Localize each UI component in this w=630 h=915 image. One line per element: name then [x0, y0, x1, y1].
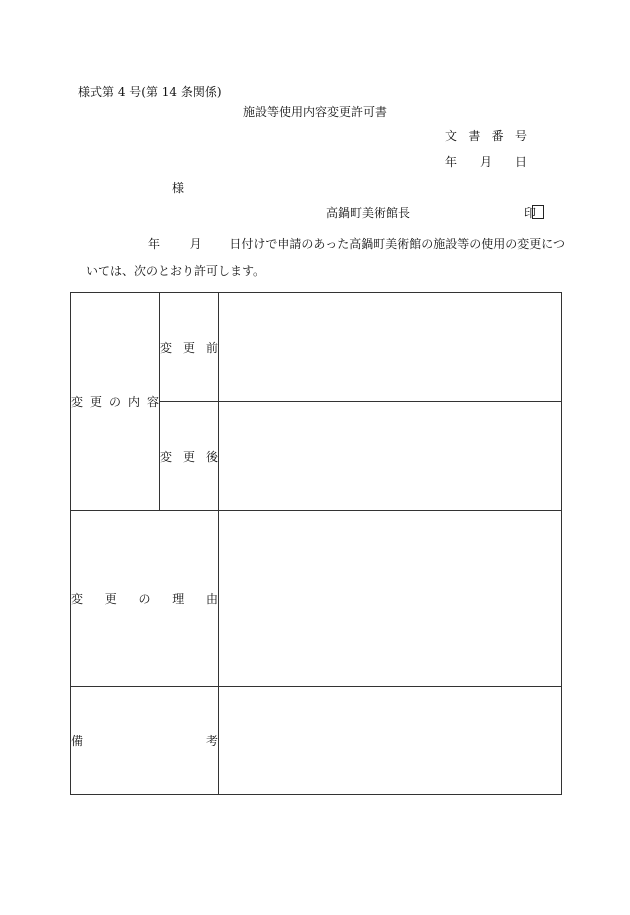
after-content-field[interactable] — [219, 402, 562, 511]
label-char: 変 — [160, 340, 173, 355]
label-char: の — [108, 395, 121, 409]
doc-number-char: 番 — [491, 129, 504, 143]
issuer-name: 高鍋町美術館長 — [326, 206, 411, 220]
doc-number-char: 書 — [468, 129, 481, 143]
change-content-label-cell — [71, 293, 160, 511]
label-char: 備 — [71, 734, 84, 748]
doc-number-char: 文 — [445, 129, 458, 143]
table-row-remarks — [71, 687, 562, 795]
remarks-label-cell — [71, 687, 219, 795]
label-char: 変 — [71, 395, 84, 409]
body-year: 年 — [148, 237, 161, 251]
label-char: 後 — [205, 449, 218, 464]
label-char: 由 — [205, 592, 218, 606]
document-title: 施設等使用内容変更許可書 — [243, 105, 388, 119]
label-char: 更 — [104, 592, 117, 606]
date-day: 日 — [514, 155, 527, 169]
table-row-reason — [71, 511, 562, 687]
permit-table — [70, 292, 562, 795]
document-number-label — [445, 130, 527, 142]
addressee-honorific: 様 — [172, 181, 185, 195]
reason-content-field[interactable] — [219, 511, 562, 687]
label-char: 変 — [160, 449, 173, 464]
body-line-1-text: 日付けで申請のあった高鍋町美術館の施設等の使用の変更につ — [229, 237, 565, 251]
after-label — [160, 448, 218, 465]
label-char: 容 — [146, 395, 159, 409]
change-content-label — [71, 393, 159, 410]
label-char: 前 — [205, 340, 218, 355]
label-char: 更 — [89, 395, 102, 409]
remarks-content-field[interactable] — [219, 687, 562, 795]
label-char: 変 — [71, 592, 84, 606]
reason-label — [71, 590, 218, 607]
doc-number-char: 号 — [514, 129, 527, 143]
label-char: 内 — [127, 395, 140, 409]
body-line-1 — [148, 238, 565, 250]
remarks-label — [71, 732, 218, 749]
before-label-cell — [160, 293, 219, 402]
label-char: 考 — [205, 734, 218, 748]
label-char: の — [138, 592, 151, 606]
form-number: 様式第 4 号(第 14 条関係) — [78, 85, 222, 99]
date-label — [445, 156, 527, 168]
body-line-2: いては、次のとおり許可します。 — [86, 264, 266, 278]
body-month: 月 — [189, 237, 202, 251]
label-char: 理 — [172, 592, 185, 606]
label-char: 更 — [182, 340, 195, 355]
seal-box — [532, 205, 544, 219]
after-label-cell — [160, 402, 219, 511]
date-year: 年 — [445, 155, 458, 169]
before-content-field[interactable] — [219, 293, 562, 402]
before-label — [160, 339, 218, 356]
date-month: 月 — [479, 155, 492, 169]
table-row-before — [71, 293, 562, 402]
reason-label-cell — [71, 511, 219, 687]
label-char: 更 — [182, 449, 195, 464]
seal-mark: 印 — [524, 206, 537, 220]
